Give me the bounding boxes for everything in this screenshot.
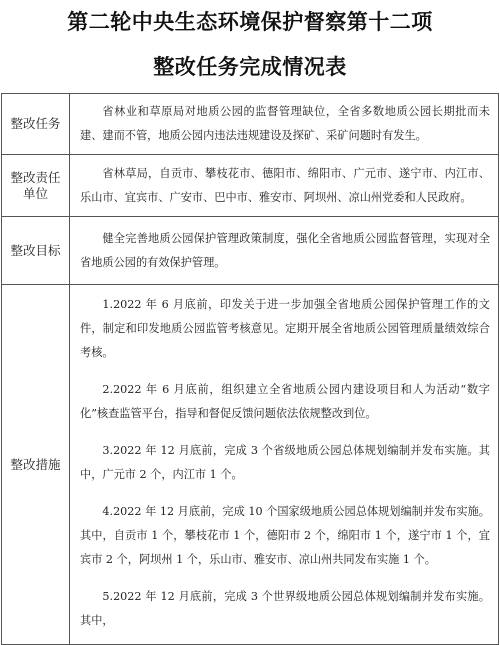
measure-item-2: 2.2022 年 6 月底前，组织建立全省地质公园内建设项目和人为活动“数字化”核查监管平台，指导和督促反馈问题依法依规整改到位。 (80, 383, 490, 420)
responsible-units-text: 省林草局，自贡市、攀枝花市、德阳市、绵阳市、广元市、遂宁市、内江市、乐山市、宜宾市、广安市、巴中市、雅安市、阿坝州、凉山州党委和人民政府。 (80, 166, 490, 204)
page-title-line2: 整改任务完成情况表 (153, 54, 347, 79)
row-content-task (70, 94, 499, 155)
table-row-goal (2, 217, 499, 285)
row-content-responsible-units (70, 155, 499, 217)
row-label-measures: 整改措施 (2, 285, 70, 645)
page-title-line1: 第二轮中央生态环境保护督察第十二项 (67, 9, 433, 34)
row-label-responsible-units: 整改责任单位 (2, 155, 70, 217)
task-text: 省林业和草原局对地质公园的监督管理缺位，全省多数地质公园长期批而未建、建而不管，地质公园内违法违规建设及探矿、采矿问题时有发生。 (80, 105, 490, 142)
row-content-measures (70, 285, 499, 645)
table-row-responsible-units (2, 155, 499, 217)
goal-text: 健全完善地质公园保护管理政策制度，强化全省地质公园监督管理，实现对全省地质公园的有效保护管理。 (80, 231, 490, 269)
measure-item-5: 5.2022 年 12 月底前，完成 3 个世界级地质公园总体规划编制并发布实施。其中， (80, 590, 490, 627)
table-row-measures (2, 285, 499, 645)
measure-item-1: 1.2022 年 6 月底前，印发关于进一步加强全省地质公园保护管理工作的文件，制定和印发地质公园监管考核意见。定期开展全省地质公园管理质量绩效综合考核。 (80, 298, 490, 359)
measure-item-3: 3.2022 年 12 月底前，完成 3 个省级地质公园总体规划编制并发布实施。其中，广元市 2 个，内江市 1 个。 (80, 444, 490, 481)
table-row-task (2, 94, 499, 155)
row-label-task: 整改任务 (2, 94, 70, 155)
measure-item-4: 4.2022 年 12 月底前，完成 10 个国家级地质公园总体规划编制并发布实施。其中，自贡市 1 个，攀枝花市 1 个，德阳市 2 个，绵阳市 1 个，遂宁市 1 个，宜宾市 2 个，阿坝州 1 个，乐山市、雅安市、凉山州共同发布实施 1 个。 (80, 505, 490, 566)
row-label-goal: 整改目标 (2, 217, 70, 285)
row-content-goal (70, 217, 499, 285)
rectification-table (1, 93, 499, 645)
